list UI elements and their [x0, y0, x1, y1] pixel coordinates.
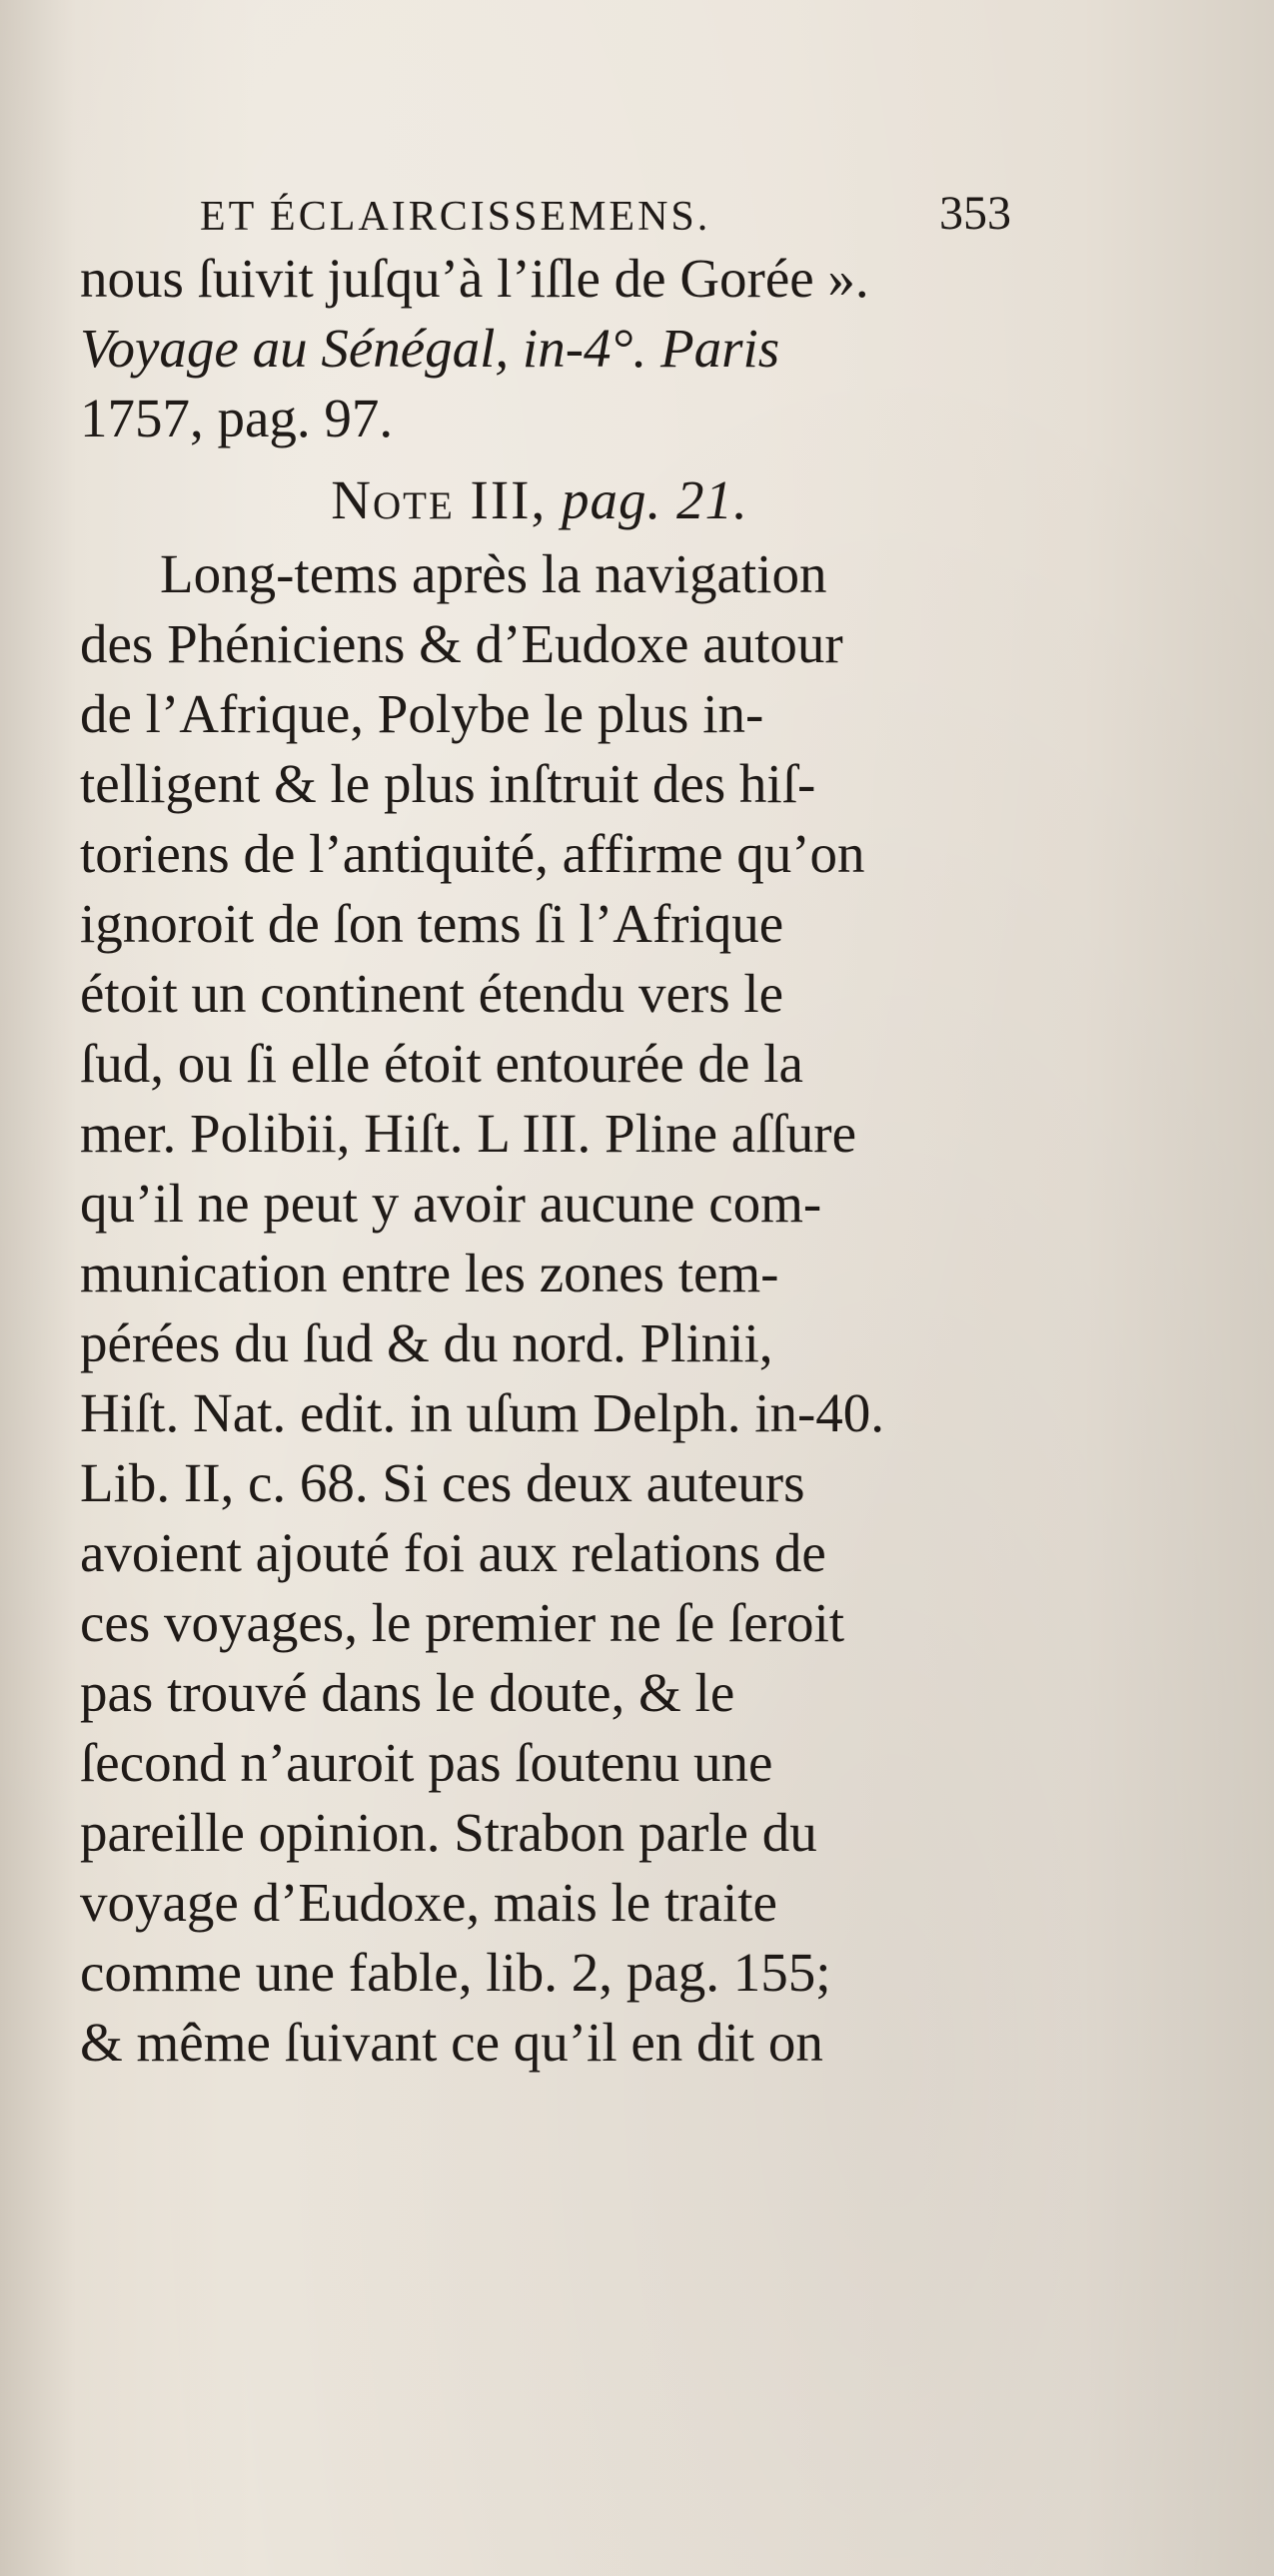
paragraph-line: Long-tems après la navigation — [160, 543, 827, 604]
note-heading — [80, 465, 999, 535]
page-content — [80, 168, 1011, 2078]
paragraph-line: comme une fable, lib. 2, pag. 155; — [80, 1942, 831, 2003]
paragraph-line: de l’Afrique, Polybe le plus in- — [80, 683, 764, 744]
paragraph-line: telligent & le plus inſtruit des hiſ- — [80, 753, 816, 814]
text-line: 1757, pag. 97. — [80, 388, 394, 448]
paragraph-line: mer. Polibii, Hiſt. L III. Pline aſſure — [80, 1103, 857, 1164]
paragraph-line: pérées du ſud & du nord. Plinii, — [80, 1312, 773, 1373]
paragraph-line: ſecond n’auroit pas ſoutenu une — [80, 1732, 773, 1793]
text-line: nous ſuivit juſqu’à l’iſle de Gorée ». — [80, 248, 869, 309]
page-number: 353 — [939, 187, 1011, 240]
paragraph-line: pareille opinion. Strabon parle du — [80, 1802, 817, 1863]
running-title: ET ÉCLAIRCISSEMENS. — [200, 194, 711, 240]
paragraph-line: pas trouvé dans le doute, & le — [80, 1662, 735, 1723]
paragraph-line: ſud, ou ſi elle étoit entourée de la — [80, 1033, 803, 1094]
paragraph-line: munication entre les zones tem- — [80, 1243, 779, 1303]
paragraph-line: Lib. II, c. 68. Si ces deux auteurs — [80, 1452, 805, 1513]
paragraph-line: voyage d’Eudoxe, mais le traite — [80, 1872, 777, 1933]
paragraph-line: ces voyages, le premier ne ſe ſeroit — [80, 1592, 845, 1653]
paragraph-line: des Phéniciens & d’Eudoxe autour — [80, 613, 843, 674]
running-head — [80, 168, 1011, 240]
paragraph-line: avoient ajouté foi aux relations de — [80, 1522, 826, 1583]
note-page-ref: pag. 21. — [561, 469, 748, 530]
text-line: Voyage au Sénégal, in-4°. Paris — [80, 318, 780, 379]
paragraph-line: qu’il ne peut y avoir aucune com- — [80, 1173, 822, 1234]
paragraph-line: & même ſuivant ce qu’il en dit on — [80, 2012, 823, 2073]
paragraph-line: toriens de l’antiquité, affirme qu’on — [80, 823, 865, 884]
paragraph-line: étoit un continent étendu vers le — [80, 963, 784, 1024]
paragraph-line: ignoroit de ſon tems ſi l’Afrique — [80, 893, 784, 954]
paragraph-line: Hiſt. Nat. edit. in uſum Delph. in-40. — [80, 1382, 885, 1443]
note-label: Note III, — [331, 469, 548, 530]
